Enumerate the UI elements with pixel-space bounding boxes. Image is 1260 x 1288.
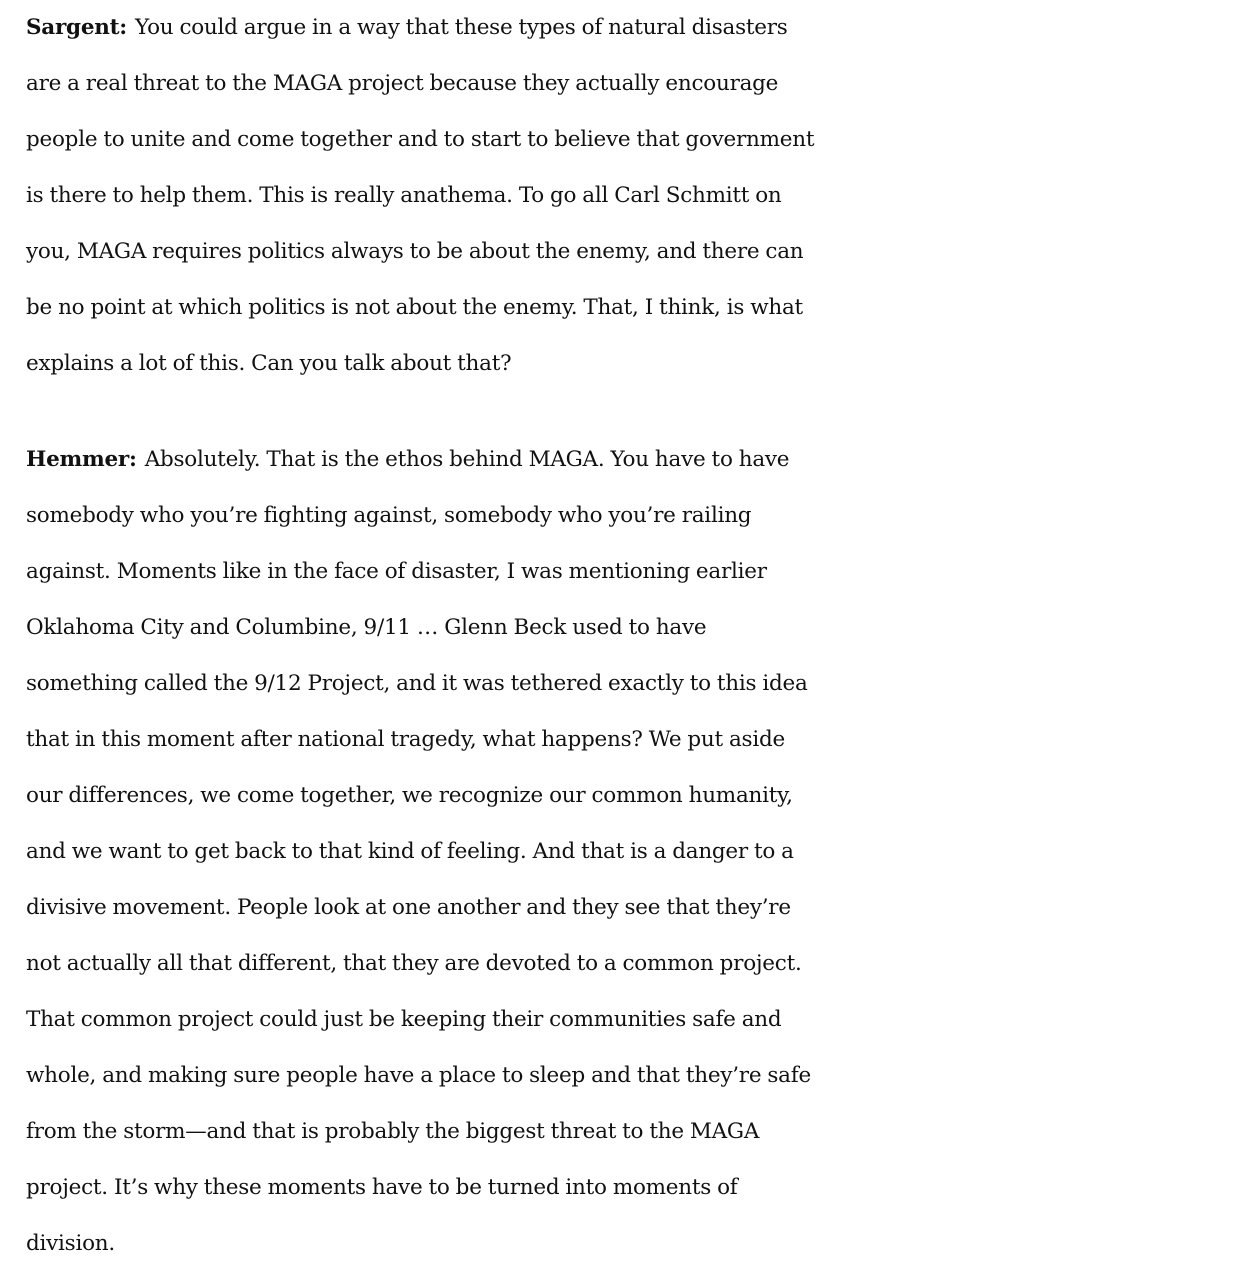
speaker-label-hemmer: Hemmer: — [26, 447, 137, 472]
text-line: be no point at which politics is not about the enemy. That, I think, is what — [26, 295, 803, 320]
text-line: you, MAGA requires politics always to be about the enemy, and there can — [26, 239, 804, 264]
text-line: against. Moments like in the face of disaster, I was mentioning earlier — [26, 559, 767, 584]
text-line — [26, 432, 1256, 488]
text-line: are a real threat to the MAGA project because they actually encourage — [26, 71, 779, 96]
text-line: our differences, we come together, we recognize our common humanity, — [26, 783, 793, 808]
line-text: You could argue in a way that these types of natural disasters — [135, 15, 788, 40]
text-line: from the storm—and that is probably the biggest threat to the MAGA — [26, 1119, 760, 1144]
text-line: explains a lot of this. Can you talk about that? — [26, 351, 512, 376]
text-line: whole, and making sure people have a place to sleep and that they’re safe — [26, 1063, 811, 1088]
text-line: Oklahoma City and Columbine, 9/11 … Glenn Beck used to have — [26, 615, 707, 640]
paragraph-sargent — [26, 0, 1256, 392]
paragraph-hemmer — [26, 432, 1256, 1272]
text-line — [26, 0, 1256, 56]
text-line: divisive movement. People look at one another and they see that they’re — [26, 895, 791, 920]
text-line: That common project could just be keeping their communities safe and — [26, 1007, 782, 1032]
text-line: somebody who you’re fighting against, somebody who you’re railing — [26, 503, 752, 528]
text-line: project. It’s why these moments have to be turned into moments of — [26, 1175, 738, 1200]
article-body — [26, 0, 1256, 1272]
speaker-label-sargent: Sargent: — [26, 15, 127, 40]
text-line: not actually all that different, that they are devoted to a common project. — [26, 951, 802, 976]
text-line: that in this moment after national tragedy, what happens? We put aside — [26, 727, 785, 752]
text-line: something called the 9/12 Project, and it was tethered exactly to this idea — [26, 671, 808, 696]
text-line: and we want to get back to that kind of feeling. And that is a danger to a — [26, 839, 794, 864]
text-line: is there to help them. This is really anathema. To go all Carl Schmitt on — [26, 183, 782, 208]
text-line: division. — [26, 1231, 115, 1256]
text-line: people to unite and come together and to start to believe that government — [26, 127, 815, 152]
line-text: Absolutely. That is the ethos behind MAGA. You have to have — [144, 447, 790, 472]
